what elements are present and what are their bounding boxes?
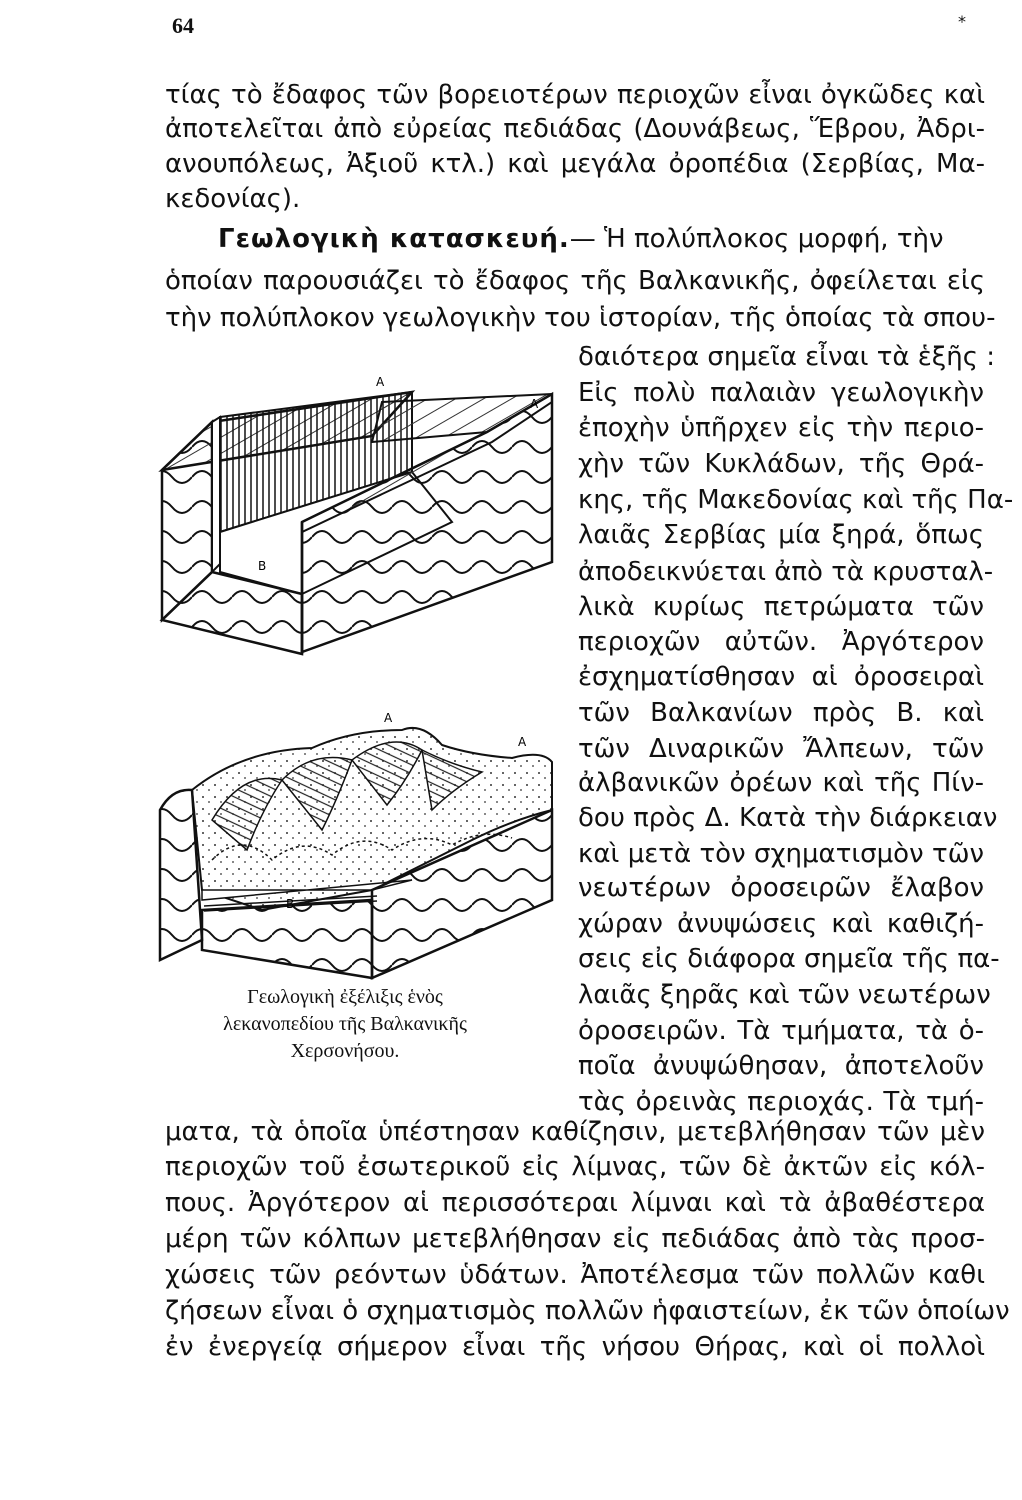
heading-dash: — [569,224,596,254]
text-line: ποῖα ἀνυψώθησαν, ἀποτελοῦν [578,1051,984,1081]
text-line: λαιᾶς ξηρᾶς καὶ τῶν νεωτέρων [578,980,991,1010]
text-line: σεις εἰς διάφορα σημεῖα τῆς πα- [578,944,1000,974]
text-line: ζήσεων εἶναι ὁ σχηματισμὸς πολλῶν ἡφαιστείων, ἐκ τῶν ὁποίων [165,1296,1010,1326]
text-line: ἀποδεικνύεται ἀπὸ τὰ κρυσταλ- [578,557,994,587]
block-diagram-after [152,710,562,980]
text-line: Εἰς πολὺ παλαιὰν γεωλογικὴν [578,378,984,408]
figure-caption [150,984,540,1065]
label-b: B [286,897,295,911]
label-a: A [530,397,539,411]
text-line: κεδονίας). [165,184,301,214]
text-line: ὁποίαν παρουσιάζει τὸ ἔδαφος τῆς Βαλκανικῆς, ὀφείλεται εἰς [165,266,985,296]
label-a: A [384,711,393,725]
text-line: νεωτέρων ὀροσειρῶν ἔλαβον [578,873,984,903]
heading-rest: Ἡ πολύπλοκος μορφή, τὴν [595,224,944,254]
text-line: πους. Ἀργότερον αἱ περισσότεραι λίμναι καὶ τὰ ἀβαθέστερα [165,1188,985,1218]
text-line: τῶν Βαλκανίων πρὸς Β. καὶ [578,698,984,728]
text-line: δου πρὸς Δ. Κατὰ τὴν διάρκειαν [578,803,998,833]
text-line: καὶ μετὰ τὸν σχηματισμὸν τῶν [578,839,984,869]
page-number: 64 [172,13,194,38]
text-line: ἐποχὴν ὑπῆρχεν εἰς τὴν περιο- [578,413,984,443]
text-line: ανουπόλεως, Ἀξιοῦ κτλ.) καὶ μεγάλα ὀροπέδια (Σερβίας, Μα- [165,149,985,179]
text-line: ματα, τὰ ὁποῖα ὑπέστησαν καθίζησιν, μετεβλήθησαν τῶν μὲν [165,1117,985,1147]
text-line: περιοχῶν τοῦ ἐσωτερικοῦ εἰς λίμνας, τῶν δὲ ἀκτῶν εἰς κόλ- [165,1152,985,1182]
label-a: A [518,735,527,749]
text-line: κης, τῆς Μακεδονίας καὶ τῆς Πα- [578,485,1014,515]
text-line: χώραν ἀνυψώσεις καὶ καθιζή- [578,909,984,939]
label-a: A [376,375,385,389]
text-line: ἀλβανικῶν ὀρέων καὶ τῆς Πίν- [578,768,984,798]
caption-line: λεκανοπεδίου τῆς Βαλκανικῆς [223,1013,467,1035]
caption-line: Γεωλογικὴ ἐξέλιξις ἑνὸς [247,986,443,1008]
text-line: περιοχῶν αὐτῶν. Ἀργότερον [578,627,984,657]
text-line: τὰς ὀρεινὰς περιοχάς. Τὰ τμή- [578,1087,984,1117]
text-line: δαιότερα σημεῖα εἶναι τὰ ἑξῆς : [578,342,996,372]
caption-line: Χερσονήσου. [290,1040,400,1062]
text-line: μέρη τῶν κόλπων μετεβλήθησαν εἰς πεδιάδας ἀπὸ τὰς προσ- [165,1224,985,1254]
text-line: ὀροσειρῶν. Τὰ τμήματα, τὰ ὁ- [578,1016,984,1046]
text-line: χώσεις τῶν ρεόντων ὑδάτων. Ἀποτέλεσμα τῶν πολλῶν καθι [165,1260,985,1290]
section-heading-line [218,224,984,254]
section-heading: Γεωλογικὴ κατασκευή. [218,224,570,254]
text-line: τῶν Διναρικῶν Ἄλπεων, τῶν [578,734,984,764]
text-line: τὴν πολύπλοκον γεωλογικὴν του ἱστορίαν, τῆς ὁποίας τὰ σπου- [165,303,996,333]
label-b: B [258,559,267,573]
text-line: λικὰ κυρίως πετρώματα τῶν [578,592,984,622]
text-line: ἐν ἐνεργείᾳ σήμερον εἶναι τῆς νήσου Θήρας, καὶ οἱ πολλοὶ [165,1332,985,1362]
text-line: χὴν τῶν Κυκλάδων, τῆς Θρά- [578,449,984,479]
text-line: τίας τὸ ἔδαφος τῶν βορειοτέρων περιοχῶν εἶναι ὀγκῶδες καὶ [165,80,985,110]
text-line: ἀποτελεῖται ἀπὸ εὐρείας πεδιάδας (Δουνάβεως, Ἕβρου, Ἀδρι- [165,114,985,144]
block-diagram-before [152,372,562,662]
corner-mark: * [958,12,966,31]
text-line: λαιᾶς Σερβίας μία ξηρά, ὅπως [578,520,984,550]
text-line: ἐσχηματίσθησαν αἱ ὀροσειραὶ [578,662,984,692]
